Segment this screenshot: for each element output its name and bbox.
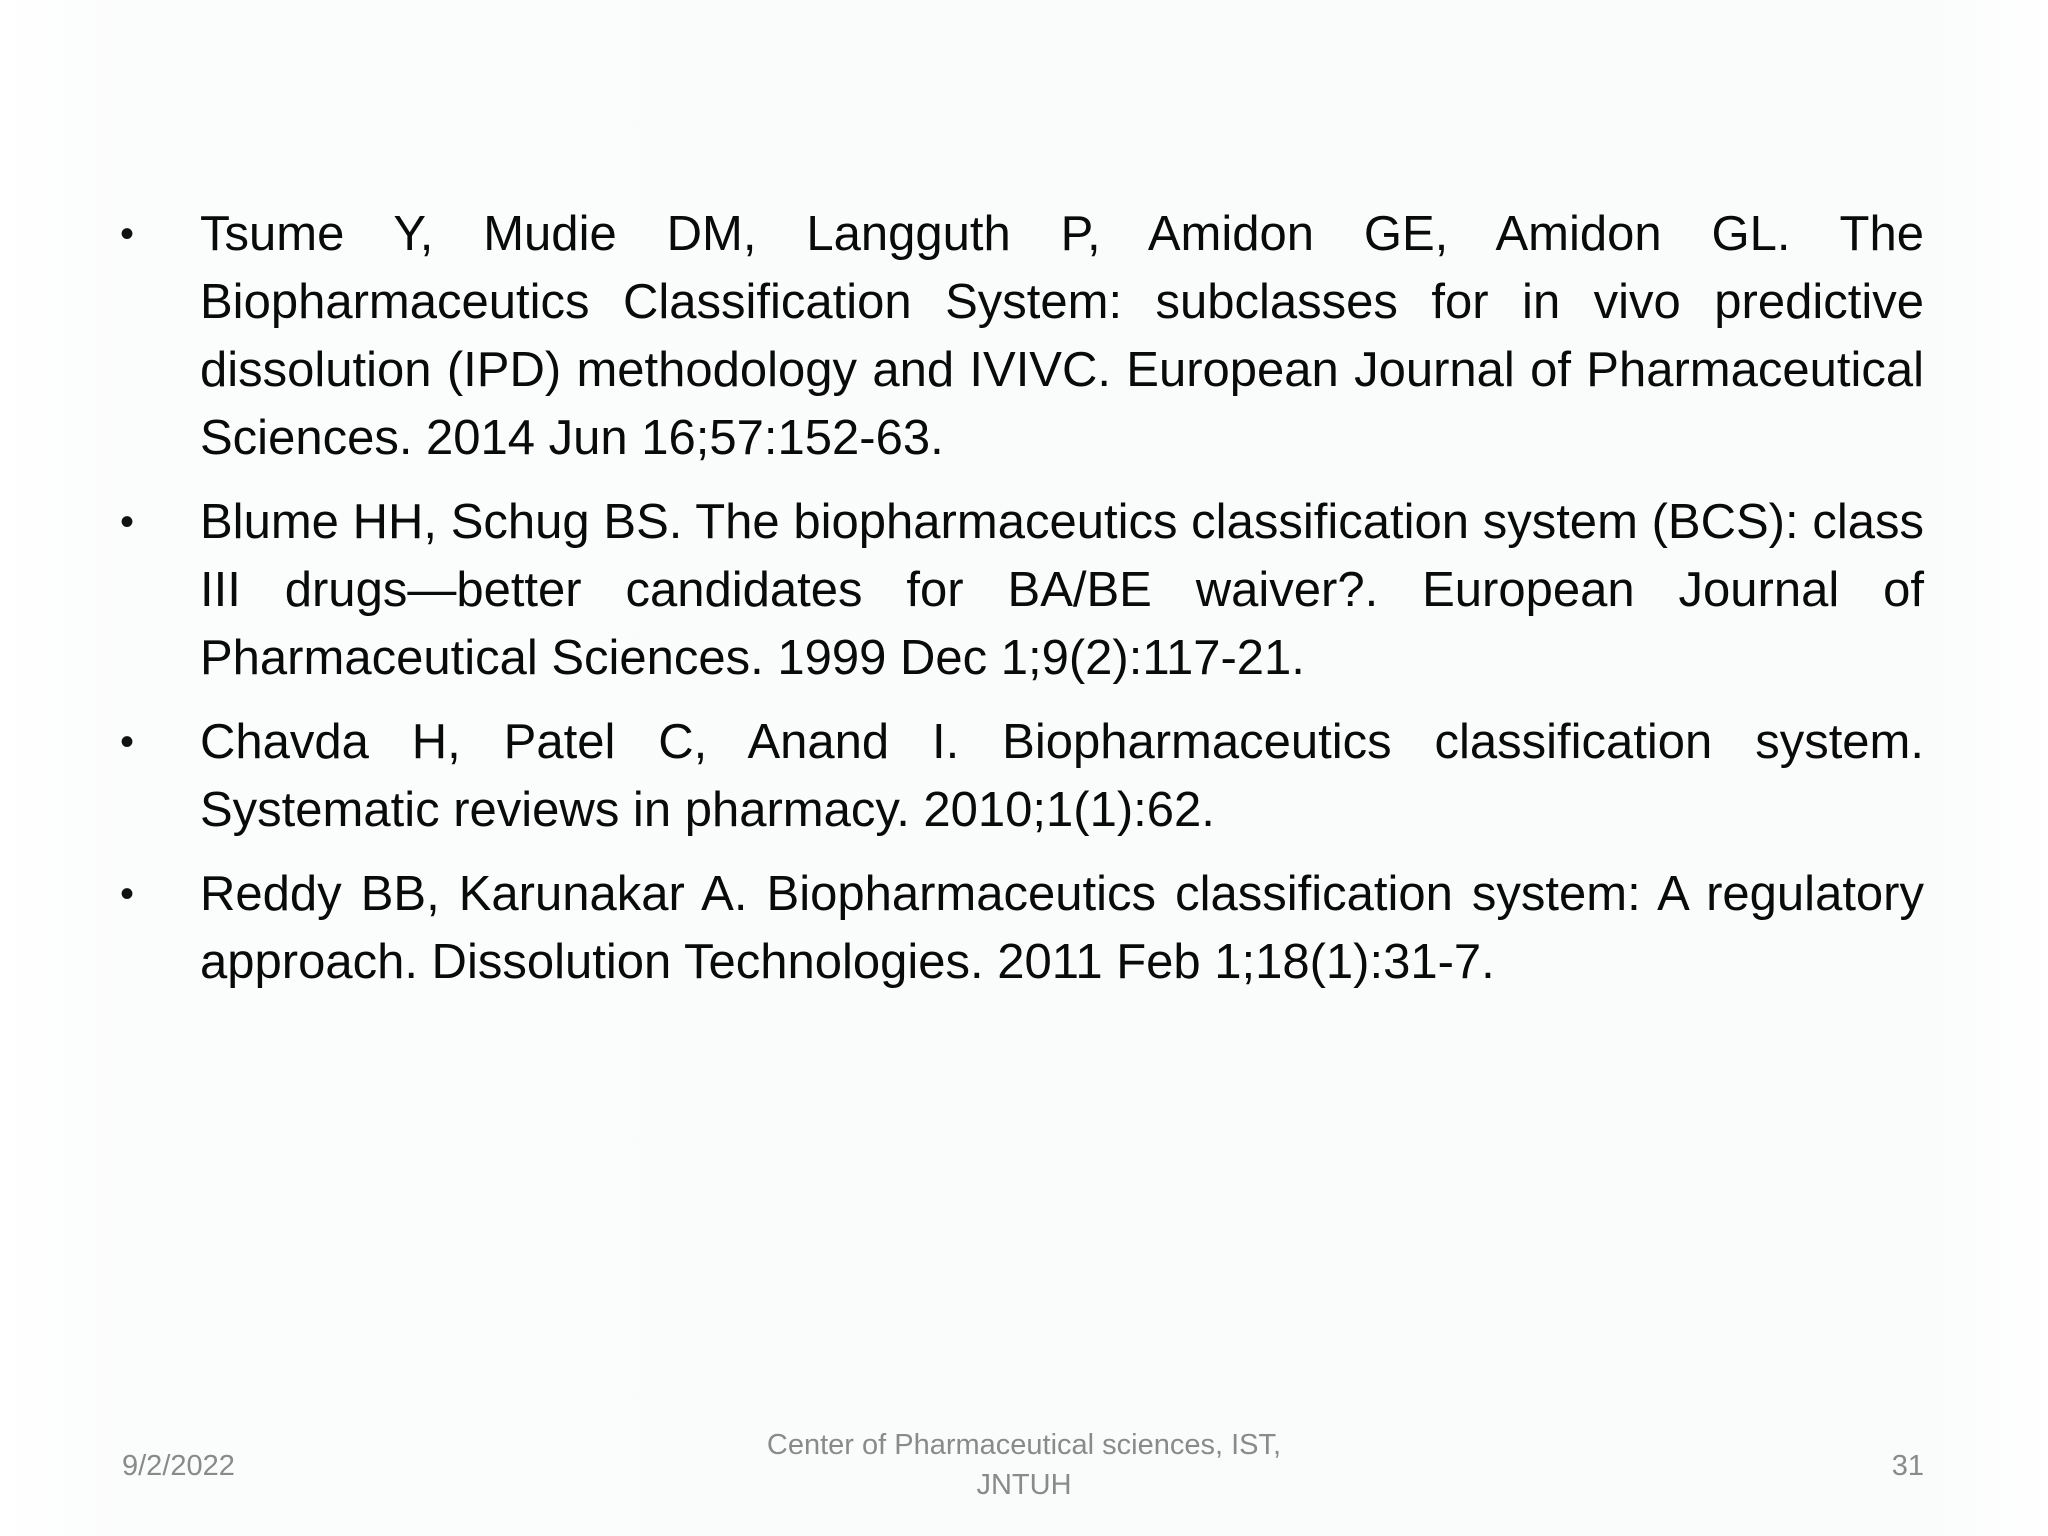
reference-text: Tsume Y, Mudie DM, Langguth P, Amidon GE, Amidon GL. The Biopharmaceutics Classification System: subclasses for in vivo predictive dissolution (IPD) methodology and IVIVC. European Journal of Pharmaceutical Sciences. 2014 Jun 16;57:152-63. bbox=[200, 207, 1924, 465]
bullet-icon: • bbox=[120, 500, 135, 544]
page-number: 31 bbox=[1891, 1450, 1924, 1482]
bullet-icon: • bbox=[120, 872, 135, 916]
reference-item bbox=[120, 200, 1924, 472]
reference-text: Reddy BB, Karunakar A. Biopharmaceutics classification system: A regulatory approach. Dissolution Technologies. 2011 Feb 1;18(1):31-7. bbox=[200, 867, 1924, 989]
reference-text: Chavda H, Patel C, Anand I. Biopharmaceutics classification system. Systematic reviews in pharmacy. 2010;1(1):62. bbox=[200, 715, 1924, 837]
bullet-icon: • bbox=[120, 720, 135, 764]
footer-institution-line2: JNTUH bbox=[976, 1469, 1072, 1501]
footer-date: 9/2/2022 bbox=[122, 1450, 235, 1482]
reference-list bbox=[120, 200, 1924, 996]
footer-institution-line1: Center of Pharmaceutical sciences, IST, bbox=[766, 1429, 1282, 1461]
reference-item bbox=[120, 488, 1924, 692]
slide-body bbox=[120, 200, 1924, 1012]
reference-item bbox=[120, 860, 1924, 996]
footer-institution bbox=[724, 1425, 1324, 1505]
reference-text: Blume HH, Schug BS. The biopharmaceutics classification system (BCS): class III drugs—better candidates for BA/BE waiver?. European Journal of Pharmaceutical Sciences. 1999 Dec 1;9(2):117-21. bbox=[200, 495, 1924, 685]
reference-item bbox=[120, 708, 1924, 844]
bullet-icon: • bbox=[120, 212, 135, 256]
